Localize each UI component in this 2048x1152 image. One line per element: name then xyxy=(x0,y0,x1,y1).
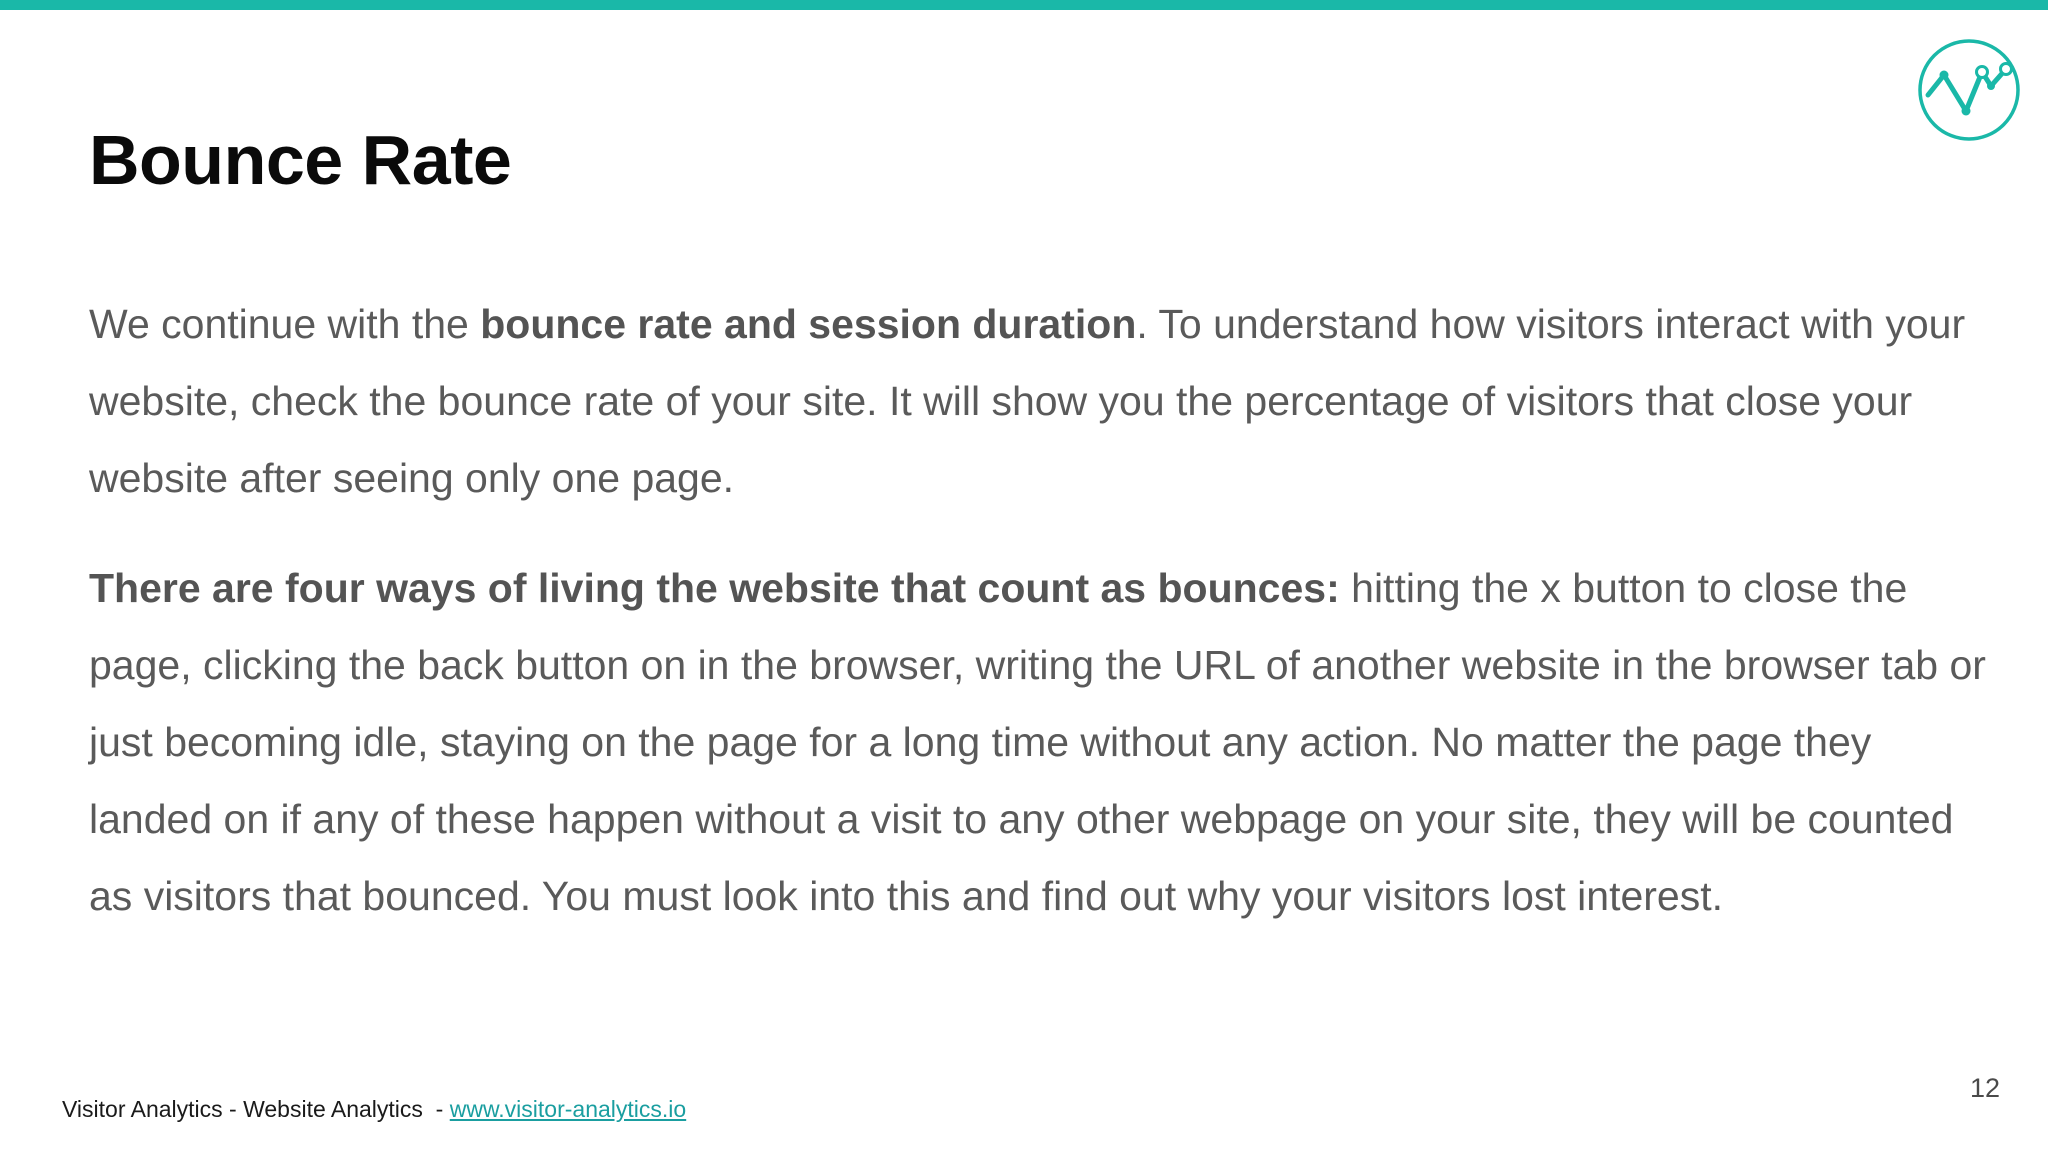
top-accent-bar xyxy=(0,0,2048,10)
footer-text: Visitor Analytics - Website Analytics - xyxy=(62,1096,450,1122)
paragraph-1-rest: . To understand how visitors interact with your website, check the bounce rate of your site. It will show you the percentage of visitors that close your website after seeing only one page. xyxy=(89,301,1966,501)
footer-link[interactable]: www.visitor-analytics.io xyxy=(449,1096,687,1122)
slide-title: Bounce Rate xyxy=(89,121,512,199)
footer xyxy=(62,1096,686,1123)
paragraph-2-bold: There are four ways of living the website that count as bounces: xyxy=(89,565,1340,611)
paragraph-2-rest: hitting the x button to close the page, clicking the back button on in the browser, writing the URL of another website in the browser tab or just becoming idle, staying on the page for a long time without any action. No matter the page they landed on if any of these happen without a visit to any other webpage on your site, they will be counted as visitors that bounced. You must look into this and find out why your visitors lost interest. xyxy=(89,565,1986,919)
paragraph-session-duration xyxy=(89,286,1989,517)
paragraph-bounce-ways xyxy=(89,550,1989,935)
visitor-analytics-logo-icon xyxy=(1916,37,2022,143)
page-number: 12 xyxy=(1970,1073,2001,1103)
paragraph-1-bold: bounce rate and session duration xyxy=(480,301,1137,347)
paragraph-1-lead: We continue with the xyxy=(89,301,481,347)
